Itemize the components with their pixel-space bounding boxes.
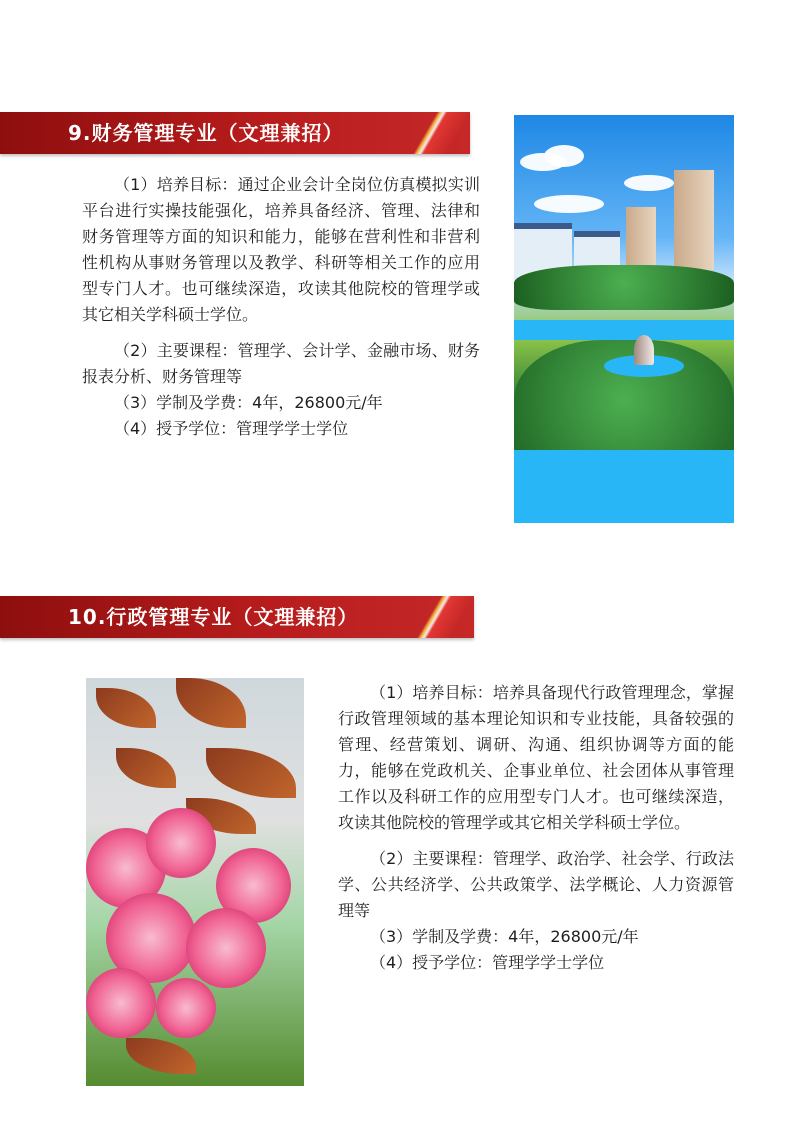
finance-goal: （1）培养目标：通过企业会计全岗位仿真模拟实训平台进行实操技能强化，培养具备经济、管理、法律和财务管理等方面的知识和能力，能够在营利性和非营利性机构从事财务管理以及教学、科研等相关工作的应用型专门人才。也可继续深造，攻读其他院校的管理学或其它相关学科硕士学位。 bbox=[82, 175, 480, 324]
finance-description bbox=[82, 172, 480, 442]
admin-degree: （4）授予学位：管理学学士学位 bbox=[370, 953, 605, 972]
admin-duration: （3）学制及学费：4年，26800元/年 bbox=[370, 927, 639, 946]
finance-courses: （2）主要课程：管理学、会计学、金融市场、财务报表分析、财务管理等 bbox=[82, 341, 480, 386]
section-banner-admin bbox=[0, 596, 474, 638]
section-banner-finance bbox=[0, 112, 470, 154]
admin-description bbox=[338, 680, 734, 976]
section-title-admin: 10.行政管理专业（文理兼招） bbox=[68, 605, 359, 629]
blossom-photo bbox=[86, 678, 304, 1086]
campus-photo bbox=[514, 115, 734, 523]
finance-duration: （3）学制及学费：4年，26800元/年 bbox=[114, 393, 383, 412]
section-title-finance: 9.财务管理专业（文理兼招） bbox=[68, 121, 344, 145]
admin-courses: （2）主要课程：管理学、政治学、社会学、行政法学、公共经济学、公共政策学、法学概论、人力资源管理等 bbox=[338, 849, 734, 920]
finance-degree: （4）授予学位：管理学学士学位 bbox=[114, 419, 349, 438]
admin-goal: （1）培养目标：培养具备现代行政管理理念，掌握行政管理领域的基本理论知识和专业技能，具备较强的管理、经营策划、调研、沟通、组织协调等方面的能力，能够在党政机关、企事业单位、社会团体从事管理工作以及科研工作的应用型专门人才。也可继续深造，攻读其他院校的管理学或其它相关学科硕士学位。 bbox=[338, 683, 734, 832]
